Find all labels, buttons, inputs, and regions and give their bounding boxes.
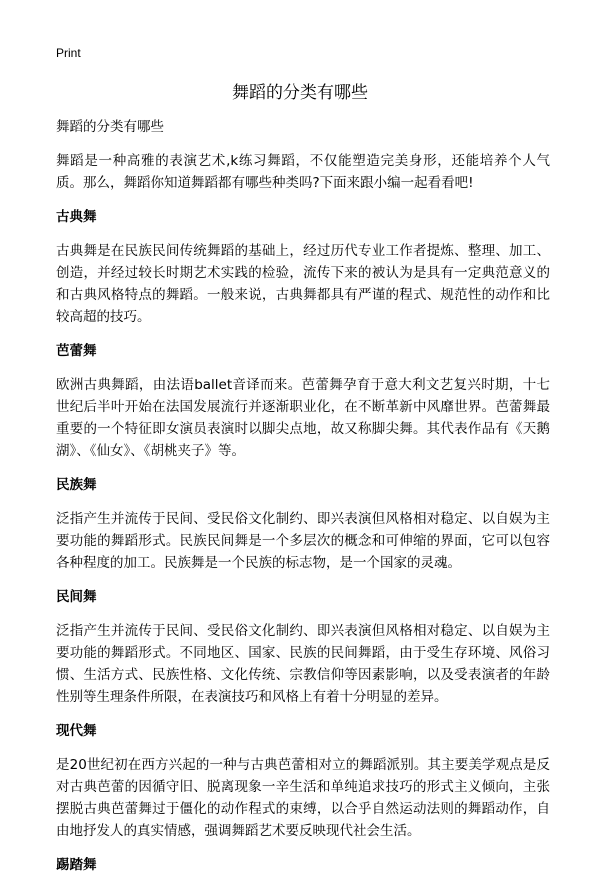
print-link[interactable]: Print: [56, 46, 81, 60]
section-heading-ethnic: 民族舞: [56, 477, 97, 493]
section-body-ballet: 欧洲古典舞蹈，由法语ballet音译而来。芭蕾舞孕育于意大利文艺复兴时期，十七世纪后半叶开始在法国发展流行并逐渐职业化，在不断革新中风靡世界。芭蕾舞最重要的一个特征即女演员表演时以脚尖点地，故又称脚尖舞。其代表作品有《天鹅湖》、《仙女》、《胡桃夹子》等。: [56, 377, 550, 459]
section-heading-ballet: 芭蕾舞: [56, 343, 97, 359]
intro-paragraph: 舞蹈是一种高雅的表演艺术,k练习舞蹈，不仅能塑造完美身形，还能培养个人气质。那么，舞蹈你知道舞蹈都有哪些种类吗?下面来跟小编一起看看吧!: [56, 153, 550, 191]
article-body: [56, 116, 550, 888]
article-subtitle: 舞蹈的分类有哪些: [56, 119, 164, 135]
section-heading-folk: 民间舞: [56, 589, 97, 605]
section-heading-classical: 古典舞: [56, 209, 97, 225]
section-body-ethnic: 泛指产生并流传于民间、受民俗文化制约、即兴表演但风格相对稳定、以自娱为主要功能的舞蹈形式。民族民间舞是一个多层次的概念和可伸缩的界面，它可以包容各种程度的加工。民族舞是一个民族的标志物，是一个国家的灵魂。: [56, 511, 550, 571]
section-body-folk: 泛指产生并流传于民间、受民俗文化制约、即兴表演但风格相对稳定、以自娱为主要功能的舞蹈形式。不同地区、国家、民族的民间舞蹈，由于受生存环境、风俗习惯、生活方式、民族性格、文化传统、宗教信仰等因素影响，以及受表演者的年龄性别等生理条件所限，在表演技巧和风格上有着十分明显的差异。: [56, 623, 550, 705]
section-heading-tap: 踢踏舞: [56, 857, 97, 873]
section-heading-modern: 现代舞: [56, 723, 97, 739]
section-body-modern: 是20世纪初在西方兴起的一种与古典芭蕾相对立的舞蹈派别。其主要美学观点是反对古典芭蕾的因循守旧、脱离现象一辛生活和单纯追求技巧的形式主义倾向，主张摆脱古典芭蕾舞过于僵化的动作程式的束缚，以合乎自然运动法则的舞蹈动作，自由地抒发人的真实情感，强调舞蹈艺术要反映现代社会生活。: [56, 757, 550, 839]
page-title: 舞蹈的分类有哪些: [232, 83, 368, 103]
section-body-classical: 古典舞是在民族民间传统舞蹈的基础上，经过历代专业工作者提炼、整理、加工、创造，并经过较长时期艺术实践的检验，流传下来的被认为是具有一定典范意义的和古典风格特点的舞蹈。一般来说，古典舞都具有严谨的程式、规范性的动作和比较高超的技巧。: [56, 243, 550, 325]
